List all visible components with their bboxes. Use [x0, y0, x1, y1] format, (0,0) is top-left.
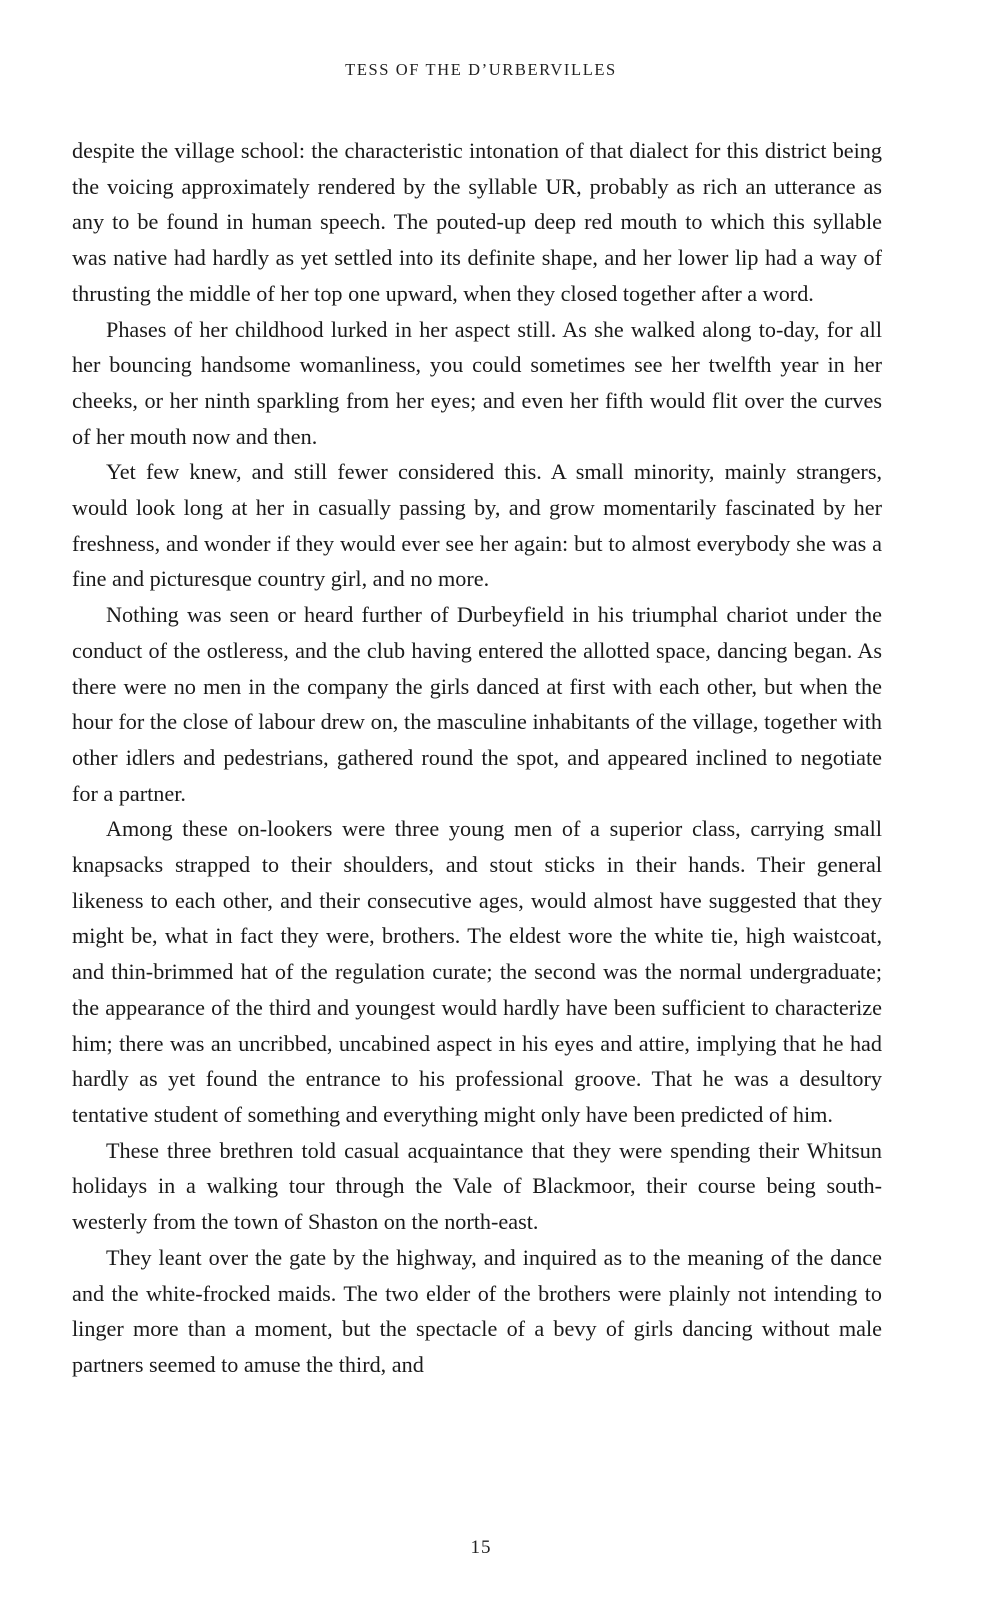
body-text	[72, 133, 882, 1383]
page-number: 15	[470, 1537, 492, 1558]
paragraph: They leant over the gate by the highway, and inquired as to the meaning of the dance and the white-frocked maids. The two elder of the brothers were plainly not intending to linger more than a moment, but the spectacle of a bevy of girls dancing without male partners seemed to amuse the third, and	[72, 1244, 882, 1377]
paragraph: Among these on-lookers were three young men of a superior class, carrying small knapsacks strapped to their shoulders, and stout sticks in their hands. Their general likeness to each other, and their consecutive ages, would almost have suggested that they might be, what in fact they were, brothers. The eldest wore the white tie, high waistcoat, and thin-brimmed hat of the regulation curate; the second was the normal undergraduate; the appearance of the third and youngest would hardly have been sufficient to characterize him; there was an uncribbed, uncabined aspect in his eyes and attire, implying that he had hardly as yet found the entrance to his professional groove. That he was a desultory tentative student of something and everything might only have been predicted of him.	[72, 816, 882, 1127]
running-title: TESS OF THE D’URBERVILLES	[345, 60, 617, 79]
paragraph: despite the village school: the characteristic intonation of that dialect for this district being the voicing approximately rendered by the syllable UR, probably as rich an utterance as any to be found in human speech. The pouted-up deep red mouth to which this syllable was native had hardly as yet settled into its definite shape, and her lower lip had a way of thrusting the middle of her top one upward, when they closed together after a word.	[72, 138, 882, 306]
paragraph: Nothing was seen or heard further of Durbeyfield in his triumphal chariot under the conduct of the ostleress, and the club having entered the allotted space, dancing began. As there were no men in the company the girls danced at first with each other, but when the hour for the close of labour drew on, the masculine inhabitants of the village, together with other idlers and pedestrians, gathered round the spot, and appeared inclined to negotiate for a partner.	[72, 602, 882, 806]
paragraph: Phases of her childhood lurked in her aspect still. As she walked along to-day, for all her bouncing handsome womanliness, you could sometimes see her twelfth year in her cheeks, or her ninth sparkling from her eyes; and even her fifth would flit over the curves of her mouth now and then.	[72, 316, 882, 449]
paragraph: Yet few knew, and still fewer considered this. A small minority, mainly strangers, would look long at her in casually passing by, and grow momentarily fascinated by her freshness, and wonder if they would ever see her again: but to almost everybody she was a fine and picturesque country girl, and no more.	[72, 459, 882, 592]
paragraph: These three brethren told casual acquaintance that they were spending their Whitsun holidays in a walking tour through the Vale of Blackmoor, their course being south-westerly from the town of Shaston on the north-east.	[72, 1137, 882, 1235]
